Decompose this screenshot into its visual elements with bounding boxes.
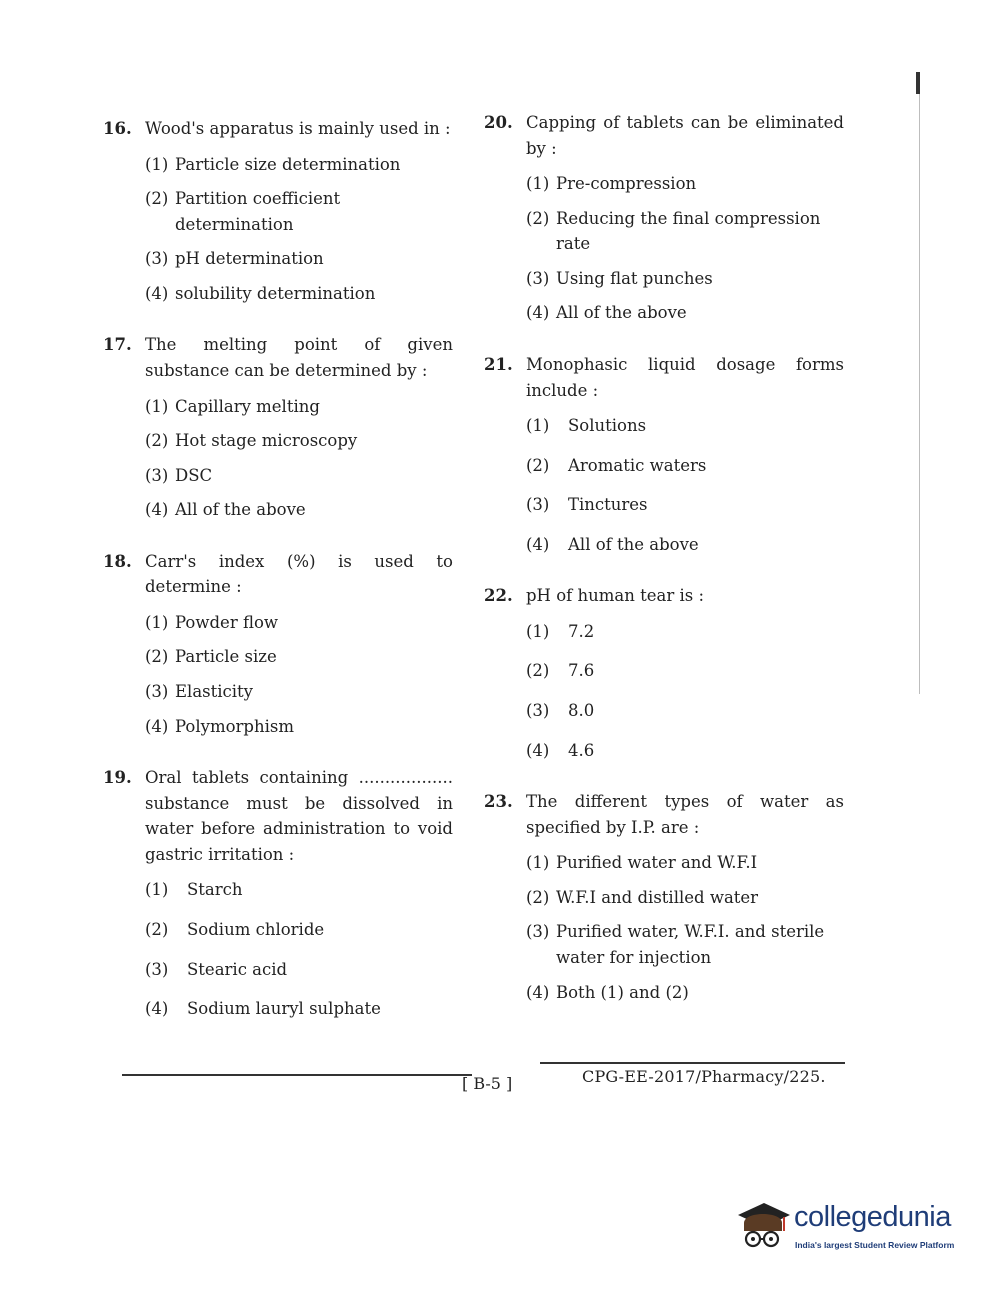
option-text: Using flat punches: [556, 268, 713, 288]
question-number: 20.: [484, 113, 513, 132]
question-number: 18.: [103, 551, 132, 571]
option-text: Particle size: [175, 647, 277, 667]
question-18: [103, 549, 453, 739]
option: [145, 679, 453, 705]
option: [526, 698, 844, 724]
option: [145, 497, 453, 523]
option-number: (4): [145, 500, 169, 520]
question-text: Oral tablets containing .................. substance must be dissolved in water before administration to void gastric irritation :: [145, 768, 453, 864]
question-23: [484, 789, 844, 1005]
option-number: (4): [526, 740, 550, 760]
option: [526, 453, 844, 479]
option: [526, 413, 844, 439]
option-number: (2): [526, 887, 550, 907]
option: [526, 532, 844, 558]
option-text: Pre-compression: [556, 174, 697, 194]
option-number: (3): [526, 495, 550, 515]
question-text: Capping of tablets can be eliminated by :: [526, 113, 844, 158]
option: [526, 919, 844, 970]
option-text: Purified water, W.F.I. and sterile water for injection: [556, 922, 825, 967]
question-19: [103, 765, 453, 1022]
option-text: Purified water and W.F.I: [556, 853, 758, 873]
paper-code: CPG-EE-2017/Pharmacy/225.: [582, 1067, 826, 1086]
question-22: [484, 583, 844, 763]
option-text: All of the above: [556, 303, 687, 323]
option: [145, 463, 453, 489]
page-number: [ B-5 ]: [462, 1074, 513, 1093]
option-text: Powder flow: [175, 612, 279, 632]
question-text: Wood's apparatus is mainly used in :: [145, 119, 451, 138]
option-number: (2): [526, 208, 550, 228]
option: [526, 171, 844, 197]
option: [145, 281, 453, 307]
option: [526, 206, 844, 257]
option-number: (2): [145, 431, 169, 451]
option: [526, 300, 844, 326]
option: [145, 996, 453, 1022]
question-number: 21.: [484, 354, 513, 374]
option: [526, 658, 844, 684]
option-number: (1): [145, 880, 169, 900]
option-text: Both (1) and (2): [556, 982, 689, 1002]
footer-rule-left: [122, 1074, 472, 1076]
option-number: (3): [526, 268, 550, 288]
option-number: (1): [145, 396, 169, 416]
option-number: (1): [145, 612, 169, 632]
option-text: All of the above: [568, 534, 699, 554]
option-number: (2): [145, 189, 169, 209]
option-text: pH determination: [175, 249, 324, 269]
page-edge-line: [919, 94, 920, 694]
option-text: 8.0: [568, 701, 595, 720]
option-text: Sodium lauryl sulphate: [187, 999, 381, 1019]
option: [526, 266, 844, 292]
option-text: 7.2: [568, 621, 595, 641]
right-column: [484, 110, 844, 1031]
question-number: 16.: [103, 119, 132, 138]
footer-rule-right: [540, 1062, 845, 1064]
option-text: DSC: [175, 465, 213, 485]
option: [526, 738, 844, 764]
options-list: [145, 610, 453, 739]
options-list: [526, 619, 844, 763]
option: [145, 877, 453, 903]
option-text: Particle size determination: [175, 154, 401, 174]
option: [145, 610, 453, 636]
option: [145, 917, 453, 943]
page-edge-mark: [916, 72, 920, 94]
option: [526, 492, 844, 518]
options-list: [145, 152, 453, 307]
option-number: (1): [526, 853, 550, 873]
options-list: [526, 171, 844, 326]
option: [145, 714, 453, 740]
option: [526, 619, 844, 645]
option-number: (1): [526, 174, 550, 194]
option-number: (3): [145, 959, 169, 979]
option-number: (4): [145, 999, 169, 1019]
option-number: (3): [145, 249, 169, 269]
brand-name: collegedunia: [794, 1201, 951, 1233]
graduate-mascot-icon: [734, 1197, 792, 1255]
option-text: Partition coefficient determination: [175, 189, 341, 234]
question-number: 23.: [484, 792, 513, 812]
question-17: [103, 332, 453, 522]
question-text: The different types of water as specified by I.P. are :: [526, 792, 844, 837]
option-number: (1): [526, 416, 550, 436]
option: [145, 428, 453, 454]
option: [145, 152, 453, 178]
option-text: Starch: [187, 880, 243, 900]
option-number: (2): [145, 919, 169, 939]
option-number: (4): [526, 982, 550, 1002]
option-text: Sodium chloride: [187, 919, 325, 939]
option-text: Tinctures: [568, 495, 648, 515]
brand-tagline: India's largest Student Review Platform: [795, 1240, 955, 1250]
question-16: [103, 116, 453, 306]
option-text: W.F.I and distilled water: [556, 887, 759, 907]
option-number: (3): [145, 465, 169, 485]
question-text: pH of human tear is :: [526, 586, 705, 606]
question-text: Carr's index (%) is used to determine :: [145, 551, 453, 597]
options-list: [526, 413, 844, 557]
option-text: Hot stage microscopy: [175, 431, 358, 451]
option: [145, 644, 453, 670]
option: [145, 957, 453, 983]
option: [145, 394, 453, 420]
question-21: [484, 352, 844, 557]
option: [145, 186, 453, 237]
question-number: 17.: [103, 335, 132, 355]
option-text: 4.6: [568, 740, 595, 760]
option: [526, 885, 844, 911]
option-number: (4): [145, 283, 169, 303]
option-text: Stearic acid: [187, 959, 288, 979]
option-number: (3): [526, 701, 550, 720]
option-text: Polymorphism: [175, 716, 295, 736]
question-text: The melting point of given substance can be determined by :: [145, 335, 453, 380]
option-number: (4): [526, 534, 550, 554]
option-text: 7.6: [568, 661, 595, 681]
option-number: (2): [145, 647, 169, 667]
question-number: 22.: [484, 586, 513, 606]
option-number: (4): [526, 303, 550, 323]
option-number: (1): [145, 154, 169, 174]
option-text: solubility determination: [175, 283, 376, 303]
options-list: [145, 877, 453, 1021]
option: [526, 850, 844, 876]
option-text: Elasticity: [175, 682, 254, 701]
option: [145, 246, 453, 272]
option-number: (3): [145, 682, 169, 701]
collegedunia-logo: [734, 1197, 964, 1259]
question-20: [484, 110, 844, 326]
option-number: (2): [526, 661, 550, 681]
left-column: [103, 116, 453, 1048]
option-number: (1): [526, 621, 550, 641]
options-list: [526, 850, 844, 1005]
option-text: Aromatic waters: [568, 455, 707, 475]
option-text: All of the above: [175, 500, 306, 520]
question-text: Monophasic liquid dosage forms include :: [526, 354, 844, 400]
option-text: Solutions: [568, 416, 647, 436]
option-number: (3): [526, 922, 550, 942]
options-list: [145, 394, 453, 523]
option-text: Reducing the final compression rate: [556, 208, 821, 254]
option-text: Capillary melting: [175, 396, 320, 416]
option-number: (4): [145, 716, 169, 736]
option: [526, 980, 844, 1006]
option-number: (2): [526, 455, 550, 475]
question-number: 19.: [103, 768, 132, 788]
